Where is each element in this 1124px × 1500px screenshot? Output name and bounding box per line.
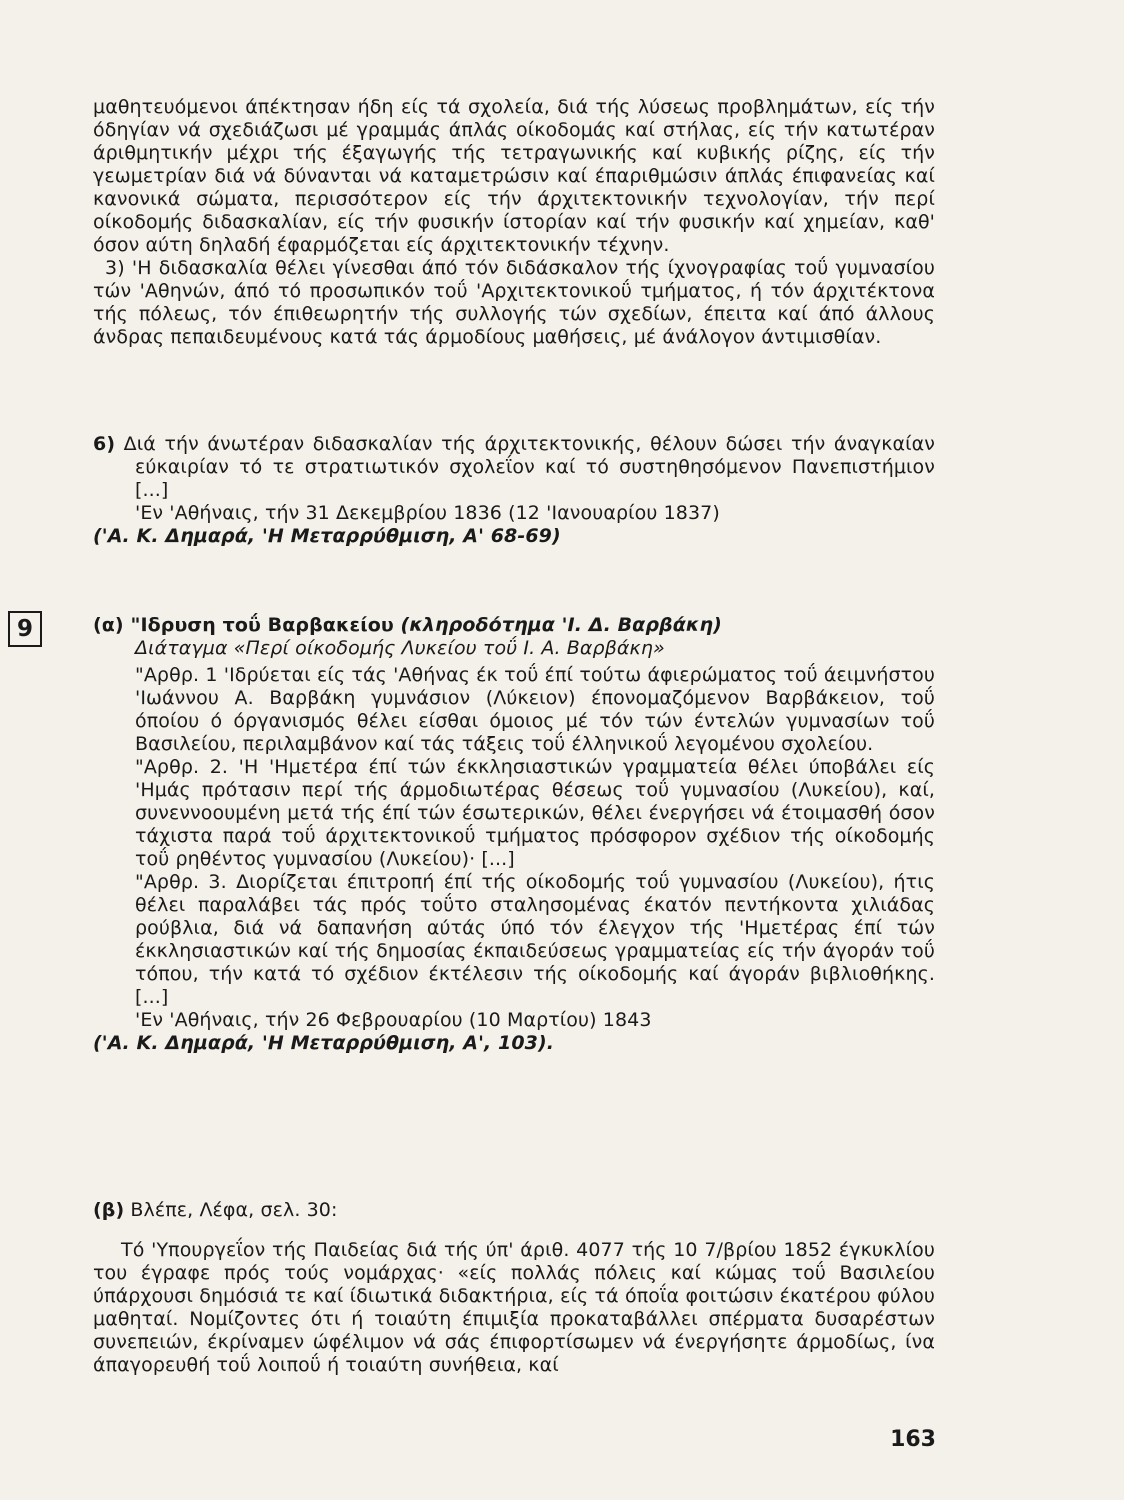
clause-6-paragraph <box>93 433 935 502</box>
section-9-title-italic: (κληροδότημα 'Ι. Δ. Βαρβάκη) <box>400 614 722 636</box>
section-b-title: Βλέπε, Λέφα, σελ. 30: <box>130 1199 338 1221</box>
section-9-date: 'Εν 'Αθήναις, τήν 26 Φεβρουαρίου (10 Μαρτίου) 1843 <box>135 1009 652 1031</box>
section-b-heading <box>93 1199 935 1222</box>
page-number: 163 <box>890 1427 936 1452</box>
article-1: "Αρθρ. 1 'Ιδρύεται είς τάς 'Αθήνας έκ τοΰ έπί τούτω άφιερώματος τοΰ άειμνήστου 'Ιωάννου Α. Βαρβάκη γυμνάσιον (Λύκειον) έπονομαζόμενον Βαρβάκειον, τοΰ όποίου ό όργανισμός θέλει είσθαι όμοιος μέ τόν τών έντελών γυμνασίων τοΰ Βασιλείου, περιλαμβάνον καί τάς τάξεις τοΰ έλληνικοΰ λεγομένου σχολείου. <box>135 664 935 755</box>
clause-6 <box>93 433 935 548</box>
article-2: "Αρθρ. 2. 'Η 'Ημετέρα έπί τών έκκλησιαστικών γραμματεία θέλει ύποβάλει είς 'Ημάς πρότασιν περί τής άρμοδιωτέρας θέσεως τοΰ γυμνασίου (Λυκείου), καί, συνεννοουμένη μετά τής έπί τών έσωτερικών, θέλει ένεργήσει νά έτοιμασθή όσον τάχιστα παρά τοΰ άρχιτεκτονικοΰ τμήματος πρόσφορον σχέδιον τής οίκοδομής τοΰ ρηθέντος γυμνασίου (Λυκείου)· [...] <box>135 756 935 870</box>
section-b-label: (β) <box>93 1199 125 1221</box>
decree-title: Διάταγμα «Περί οίκοδομής Λυκείου τοΰ Ι. Α. Βαρβάκη» <box>135 637 665 659</box>
section-b <box>93 1199 935 1377</box>
article-3: "Αρθρ. 3. Διορίζεται έπιτροπή έπί τής οίκοδομής τοΰ γυμνασίου (Λυκείου), ήτις θέλει παραλάβει τάς πρός τοΰτο σταλησομένας έκατόν πεντήκοντα χιλιάδας ρούβλια, διά νά δαπανήση αύτάς ύπό τόν έλεγχον τής 'Ημετέρας έπί τών έκκλησιαστικών καί τής δημοσίας έκπαιδεύσεως γραμματείας είς τήν άγοράν τοΰ τόπου, τήν κατά τό σχέδιον έκτέλεσιν τής οίκοδομής καί άγοράν βιβλιοθήκης. [...] <box>135 871 935 1008</box>
clause-3-paragraph: 3) 'Η διδασκαλία θέλει γίνεσθαι άπό τόν διδάσκαλον τής ίχνογραφίας τοΰ γυμνασίου τών 'Αθηνών, άπό τό προσωπικόν τοΰ 'Αρχιτεκτονικοΰ τμήματος, ή τόν άρχιτέκτονα τής πόλεως, τόν έπιθεωρητήν τής συλλογής τών σχεδίων, έπειτα καί άπό άλλους άνδρας πεπαιδευμένους κατά τάς άρμοδίους μαθήσεις, μέ άνάλογον άντιμισθίαν. <box>93 257 935 348</box>
section-9-title: "Ιδρυση τοΰ Βαρβακείου <box>130 614 394 636</box>
section-9 <box>93 614 935 1055</box>
section-9-heading <box>93 614 935 637</box>
section-9-citation: ('Α. Κ. Δημαρά, 'Η Μεταρρύθμιση, Α', 103). <box>93 1032 555 1054</box>
section-number-badge: 9 <box>8 611 42 647</box>
articles <box>93 664 935 1032</box>
clause-6-text: Διά τήν άνωτέραν διδασκαλίαν τής άρχιτεκτονικής, θέλουν δώσει τήν άναγκαίαν εύκαιρίαν τό τε στρατιωτικόν σχολεΐον καί τό συστηθησόμενον Πανεπιστήμιον [...] <box>123 433 936 501</box>
section-b-text: Τό 'Υπουργεΐον τής Παιδείας διά τής ύπ' άριθ. 4077 τής 10 7/βρίου 1852 έγκυκλίου του έγραφε πρός τούς νομάρχας· «είς πολλάς πόλεις καί κώμας τοΰ Βασιλείου ύπάρχουσι δημόσιά τε καί ίδιωτικά διδακτήρια, είς τά όποΐα φοιτώσιν έκατέρου φύλου μαθηταί. Νομίζοντες ότι ή τοιαύτη έπιμιξία προκαταβάλλει σπέρματα δυσαρέστων συνεπειών, έκρίναμεν ώφέλιμον νά σάς έπιφορτίσωμεν νά ένεργήσητε άρμοδίως, ίνα άπαγορευθή τοΰ λοιποΰ ή τοιαύτη συνήθεια, καί <box>93 1239 935 1376</box>
section-9-label: (α) <box>93 614 124 636</box>
clause-6-date: 'Εν 'Αθήναις, τήν 31 Δεκεμβρίου 1836 (12 'Ιανουαρίου 1837) <box>135 502 720 524</box>
clause-6-citation: ('Α. Κ. Δημαρά, 'Η Μεταρρύθμιση, Α' 68-69) <box>93 525 561 547</box>
body-paragraph: μαθητευόμενοι άπέκτησαν ήδη είς τά σχολεία, διά τής λύσεως προβλημάτων, είς τήν όδηγίαν νά σχεδιάζωσι μέ γραμμάς άπλάς οίκοδομάς καί στήλας, είς τήν κατωτέραν άριθμητικήν μέχρι τής έξαγωγής τής τετραγωνικής καί κυβικής ρίζης, είς τήν γεωμετρίαν διά νά δύνανται νά καταμετρώσιν καί έπαριθμώσιν άπλάς έπιφανείας καί κανονικά σώματα, περισσότερον είς τήν άρχιτεκτονικήν τεχνολογίαν, τήν περί οίκοδομής διδασκαλίαν, είς τήν φυσικήν ίστορίαν καί τήν φυσικήν καί χημείαν, καθ' όσον αύτη δηλαδή έφαρμόζεται είς άρχιτεκτονικήν τέχνην. <box>93 96 935 256</box>
top-paragraph <box>93 96 935 349</box>
clause-6-label: 6) <box>93 433 116 455</box>
